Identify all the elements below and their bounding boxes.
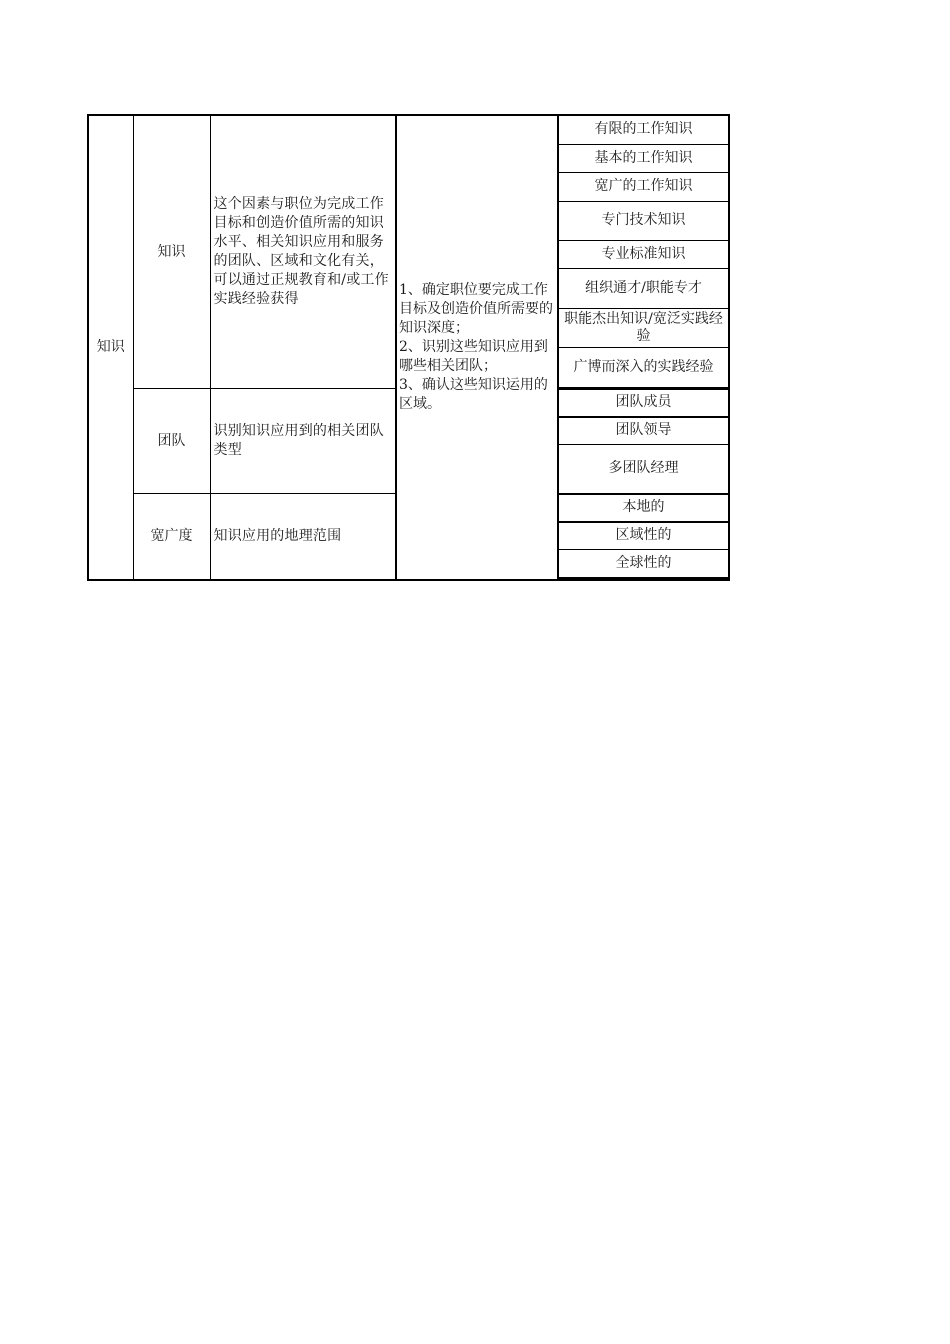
evaluation-notes (396, 115, 558, 580)
level-breadth-1: 本地的 (558, 494, 729, 522)
level-team-2: 团队领导 (558, 417, 729, 445)
level-knowledge-5: 专业标准知识 (558, 240, 729, 268)
level-breadth-3: 全球性的 (558, 550, 729, 578)
dimension-name-knowledge: 知识 (133, 115, 210, 389)
knowledge-factor-table (87, 114, 730, 581)
dimension-name-breadth: 宽广度 (133, 494, 210, 580)
dimension-description-knowledge: 这个因素与职位为完成工作目标和创造价值所需的知识水平、相关知识应用和服务的团队、区域和文化有关，可以通过正规教育和/或工作实践经验获得 (210, 115, 396, 389)
level-knowledge-4: 专门技术知识 (558, 201, 729, 240)
level-knowledge-2: 基本的工作知识 (558, 144, 729, 172)
factor-cell: 知识 (88, 115, 133, 580)
level-knowledge-1: 有限的工作知识 (558, 115, 729, 144)
dimension-name-team: 团队 (133, 389, 210, 494)
level-team-1: 团队成员 (558, 389, 729, 417)
dimension-description-breadth: 知识应用的地理范围 (210, 494, 396, 580)
level-knowledge-8: 广博而深入的实践经验 (558, 347, 729, 387)
evaluation-notes-text: 1、确定职位要完成工作目标及创造价值所需要的知识深度； 2、识别这些知识应用到哪些相关团队； 3、确认这些知识运用的区域。 (399, 281, 553, 412)
level-team-3: 多团队经理 (558, 445, 729, 494)
level-knowledge-3: 宽广的工作知识 (558, 172, 729, 201)
dimension-description-team: 识别知识应用到的相关团队类型 (210, 389, 396, 494)
level-breadth-2: 区域性的 (558, 522, 729, 550)
level-knowledge-7: 职能杰出知识/宽泛实践经验 (558, 308, 729, 347)
level-knowledge-6: 组织通才/职能专才 (558, 268, 729, 308)
level-end-spacer (558, 578, 729, 580)
